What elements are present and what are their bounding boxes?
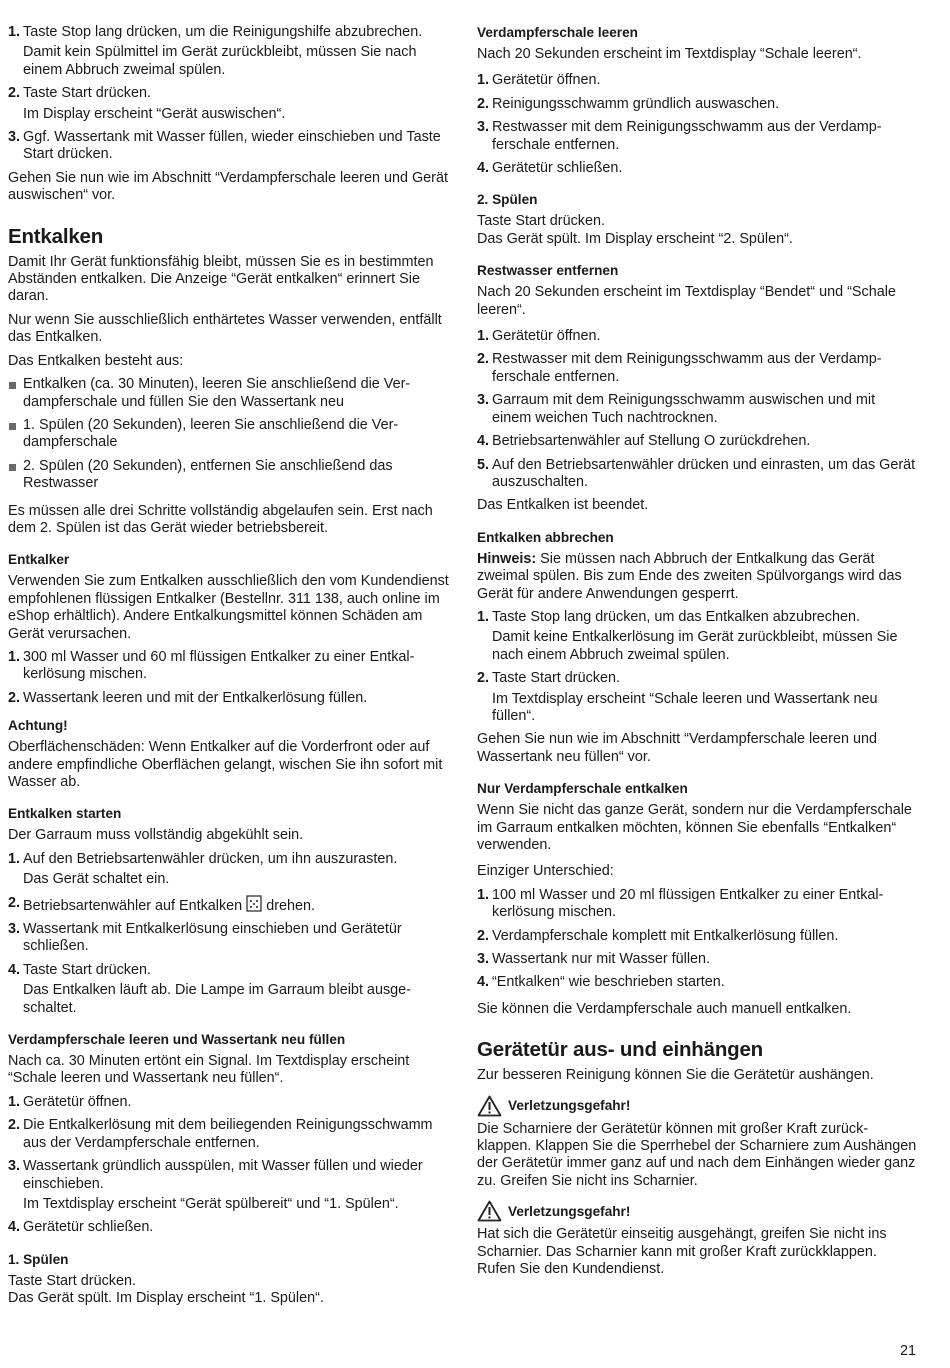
step-text: Reinigungsschwamm gründlich auswaschen. (492, 95, 780, 112)
step-number: 4. (477, 974, 490, 991)
step-text: Taste Stop lang drücken, um die Reinigungshilfe abzubrechen. (23, 24, 423, 40)
step-number: 3. (8, 1158, 21, 1175)
step (477, 328, 917, 345)
step (8, 1158, 456, 1213)
step (477, 887, 917, 922)
step-text: Auf den Betriebsartenwähler drücken, um ihn auszurasten. (23, 850, 398, 867)
step-number: 5. (477, 456, 490, 473)
step-number: 1. (477, 328, 490, 345)
step-result: Im Display erscheint “Gerät auswischen“. (23, 105, 286, 122)
step-number: 1. (8, 24, 21, 40)
caution-label: Achtung! (8, 718, 68, 734)
step-number: 1. (8, 850, 21, 867)
warning-label: Verletzungsgefahr! (508, 1097, 631, 1113)
note-text: Sie müssen nach Abbruch der Entkalkung das Gerät zweimal spülen. Bis zum Ende des zweiten Spülvorgangs wird das Gerät für andere Anwendungen gesperrt. (477, 550, 902, 602)
step (8, 1117, 456, 1152)
paragraph: Das Gerät spült. Im Display erscheint “1. Spülen“. (8, 1290, 324, 1307)
step-text: Betriebsartenwähler auf Entkalken (23, 897, 243, 914)
paragraph: Nach 20 Sekunden erscheint im Textdisplay “Bendet“ und “Schale leeren“. (477, 284, 896, 318)
note-label: Hinweis: (477, 550, 537, 567)
subsection-heading: Nur Verdampferschale entkalken (477, 781, 688, 797)
step-number: 2. (477, 95, 490, 112)
step-number: 1. (8, 1093, 21, 1110)
step-number: 3. (8, 921, 21, 938)
step-number: 1. (8, 648, 21, 665)
note-paragraph (477, 551, 917, 603)
off-position-symbol: O (704, 433, 716, 450)
step-text: 100 ml Wasser und 20 ml flüssigen Entkalker zu einer Entkalkerlösung mischen. (492, 886, 884, 921)
step-text: Restwasser mit dem Reinigungsschwamm aus der Verdampferschale entfernen. (492, 119, 882, 153)
subsection-heading: Verdampferschale leeren (477, 25, 638, 40)
step-text: “Entkalken“ wie beschrieben starten. (492, 974, 725, 991)
step-text: zurückdrehen. (719, 433, 811, 450)
subsection-heading: Entkalker (8, 552, 70, 568)
paragraph: Das Gerät spült. Im Display erscheint “2. Spülen“. (477, 230, 793, 247)
step (477, 160, 917, 177)
paragraph: Das Entkalken ist beendet. (477, 497, 649, 514)
step-number: 2. (477, 351, 490, 368)
step-number: 3. (8, 129, 21, 146)
step-text: Taste Start drücken. (23, 961, 151, 978)
bullet-item (8, 417, 456, 452)
step-number: 2. (8, 85, 21, 102)
step-number: 2. (8, 1117, 21, 1134)
step (477, 951, 917, 968)
paragraph: Das Entkalken besteht aus: (8, 352, 184, 369)
paragraph: Zur besseren Reinigung können Sie die Gerätetür aushängen. (477, 1067, 874, 1084)
step-text: Taste Stop lang drücken, um das Entkalken abzubrechen. (492, 608, 860, 625)
paragraph: Taste Start drücken. (477, 213, 605, 230)
step-text: Betriebsartenwähler auf Stellung (492, 433, 700, 450)
bullet-item (8, 376, 456, 411)
step-result: Das Gerät schaltet ein. (23, 871, 170, 888)
step-text: Ggf. Wassertank mit Wasser füllen, wieder einschieben und Taste Start drücken. (23, 129, 441, 163)
paragraph: Der Garraum muss vollständig abgekühlt sein. (8, 827, 304, 844)
left-column (8, 24, 456, 1314)
step-text: Wassertank mit Entkalkerlösung einschieben und Gerätetür schließen. (23, 921, 402, 955)
step-text: Verdampferschale komplett mit Entkalkerlösung füllen. (492, 927, 839, 944)
step-text: Gerätetür öffnen. (23, 1093, 132, 1110)
step-text: Auf den Betriebsartenwähler drücken und einrasten, um das Gerät auszuschalten. (492, 456, 916, 490)
subsection-heading: Verdampferschale leeren und Wassertank neu füllen (8, 1032, 346, 1048)
step (477, 609, 917, 664)
caution-text: Oberflächenschäden: Wenn Entkalker auf die Vorderfront oder auf andere empfindliche Oberflächen gelangt, wischen Sie ihn sofort mit Wasser ab. (8, 739, 443, 790)
step (477, 974, 917, 991)
step-number: 1. (477, 72, 490, 89)
paragraph: Damit Ihr Gerät funktionsfähig bleibt, müssen Sie es in bestimmten Abständen entkalken. Die Anzeige “Gerät entkalken“ erinnert Sie daran. (8, 253, 434, 305)
warning-triangle-icon (477, 1200, 502, 1222)
warning-heading (477, 1200, 917, 1222)
step (8, 649, 456, 684)
step (477, 457, 917, 492)
bullet-item (8, 458, 456, 493)
step-text: Wassertank nur mit Wasser füllen. (492, 951, 711, 968)
paragraph: Es müssen alle drei Schritte vollständig abgelaufen sein. Erst nach dem 2. Spülen ist das Gerät wieder betriebsbereit. (8, 502, 433, 536)
step-number: 4. (8, 1219, 21, 1236)
step-text: Gerätetür schließen. (492, 160, 623, 177)
step (8, 921, 456, 956)
paragraph: Taste Start drücken. (8, 1272, 136, 1289)
step (8, 962, 456, 1017)
paragraph: Gehen Sie nun wie im Abschnitt “Verdampferschale leeren und Wassertank neu füllen“ vor. (477, 731, 877, 765)
step-number: 2. (8, 894, 21, 911)
step-text: Gerätetür öffnen. (492, 72, 601, 89)
step-number: 1. (477, 608, 490, 625)
warning-triangle-icon (477, 1095, 502, 1117)
step (477, 670, 917, 725)
bullet-square-icon (8, 376, 23, 411)
step (8, 690, 456, 707)
subsection-heading: 2. Spülen (477, 192, 538, 208)
step-result: Damit kein Spülmittel im Gerät zurückbleibt, müssen Sie nach einem Abbruch zweimal spülen. (23, 44, 417, 78)
step-number: 2. (8, 689, 21, 706)
bullet-square-icon (8, 458, 23, 493)
subsection-heading: 1. Spülen (8, 1251, 69, 1267)
step-text: Wassertank gründlich ausspülen, mit Wasser füllen und wieder einschieben. (23, 1158, 423, 1192)
step-text: Taste Start drücken. (492, 670, 620, 687)
step (477, 928, 917, 945)
step-result: Das Entkalken läuft ab. Die Lampe im Garraum bleibt ausgeschaltet. (23, 982, 411, 1016)
step (8, 895, 456, 915)
paragraph: Nur wenn Sie ausschließlich enthärtetes Wasser verwenden, entfällt das Entkalken. (8, 311, 442, 346)
step (477, 72, 917, 89)
bullet-text: 2. Spülen (20 Sekunden), entfernen Sie anschließend das Restwasser (23, 457, 393, 492)
section-heading: Gerätetür aus- und einhängen (477, 1038, 763, 1062)
paragraph: Nach 20 Sekunden erscheint im Textdisplay “Schale leeren“. (477, 46, 862, 62)
page-number: 21 (899, 1343, 916, 1359)
paragraph: Gehen Sie nun wie im Abschnitt “Verdampferschale leeren und Gerät auswischen“ vor. (8, 169, 448, 204)
subsection-heading: Restwasser entfernen (477, 263, 619, 279)
step-number: 2. (477, 670, 490, 687)
step (477, 392, 917, 427)
descale-program-icon (246, 895, 262, 912)
warning-text: Die Scharniere der Gerätetür können mit großer Kraft zurückklappen. Klappen Sie die Sperrhebel der Scharniere zum Aushängen der Gerätetür immer ganz auf und nach dem Einhängen wieder ganz zu. Greifen Sie nicht ins Scharnier. (477, 1120, 917, 1189)
step-text: Gerätetür schließen. (23, 1219, 154, 1236)
step (8, 85, 456, 123)
step (8, 24, 456, 79)
step (8, 851, 456, 889)
step-number: 4. (8, 961, 21, 978)
step-text: 300 ml Wasser und 60 ml flüssigen Entkalker zu einer Entkalkerlösung mischen. (23, 648, 415, 683)
paragraph: Sie können die Verdampferschale auch manuell entkalken. (477, 1000, 852, 1017)
warning-heading (477, 1095, 917, 1117)
step-result: Im Textdisplay erscheint “Schale leeren und Wassertank neu füllen“. (492, 690, 878, 724)
paragraph: Verwenden Sie zum Entkalken ausschließlich den vom Kundendienst empfohlenen flüssigen Entkalker (Bestellnr. 311 138, auch online im eShop erhältlich). Andere Entkalkungsmittel können Schäden am Gerät verursachen. (8, 573, 449, 642)
step-number: 3. (477, 392, 490, 409)
step-text: Restwasser mit dem Reinigungsschwamm aus der Verdampferschale entfernen. (492, 351, 882, 385)
step-number: 3. (477, 119, 490, 136)
step-result: Im Textdisplay erscheint “Gerät spülbereit“ und “1. Spülen“. (23, 1195, 399, 1212)
step (477, 96, 917, 113)
step (477, 433, 917, 450)
step-result: Damit keine Entkalkerlösung im Gerät zurückbleibt, müssen Sie nach einem Abbruch zweimal spülen. (492, 629, 898, 663)
step-number: 4. (477, 433, 490, 450)
step (8, 129, 456, 164)
step-number: 1. (477, 886, 490, 903)
step (477, 351, 917, 386)
step-number: 3. (477, 951, 490, 968)
step-text: Taste Start drücken. (23, 85, 151, 102)
subsection-heading: Entkalken abbrechen (477, 529, 614, 545)
step (8, 1094, 456, 1111)
paragraph: Einziger Unterschied: (477, 863, 614, 880)
paragraph: Wenn Sie nicht das ganze Gerät, sondern nur die Verdampferschale im Garraum entkalken möchten, können Sie ebenfalls “Entkalken“ verwenden. (477, 802, 912, 853)
step-number: 2. (477, 927, 490, 944)
section-heading: Entkalken (8, 224, 104, 248)
warning-label: Verletzungsgefahr! (508, 1203, 631, 1219)
subsection-heading: Entkalken starten (8, 806, 122, 822)
step-text: Gerätetür öffnen. (492, 328, 601, 345)
step-text: Garraum mit dem Reinigungsschwamm auswischen und mit einem weichen Tuch nachtrocknen. (492, 392, 876, 426)
step (477, 119, 917, 154)
step-text: drehen. (266, 897, 315, 914)
step-text: Wassertank leeren und mit der Entkalkerlösung füllen. (23, 689, 368, 706)
bullet-text: 1. Spülen (20 Sekunden), leeren Sie anschließend die Verdampferschale (23, 416, 399, 451)
paragraph: Nach ca. 30 Minuten ertönt ein Signal. Im Textdisplay erscheint “Schale leeren und Wassertank neu füllen“. (8, 1053, 410, 1087)
right-column (477, 24, 917, 1285)
bullet-text: Entkalken (ca. 30 Minuten), leeren Sie anschließend die Verdampferschale und füllen Sie den Wassertank neu (23, 376, 411, 410)
step (8, 1219, 456, 1236)
warning-text: Hat sich die Gerätetür einseitig ausgehängt, greifen Sie nicht ins Scharnier. Das Scharnier kann mit großer Kraft zurückklappen. Rufen Sie den Kundendienst. (477, 1226, 887, 1278)
step-text: Die Entkalkerlösung mit dem beiliegenden Reinigungsschwamm aus der Verdampferschale entfernen. (23, 1117, 433, 1151)
step-number: 4. (477, 160, 490, 177)
bullet-square-icon (8, 417, 23, 452)
